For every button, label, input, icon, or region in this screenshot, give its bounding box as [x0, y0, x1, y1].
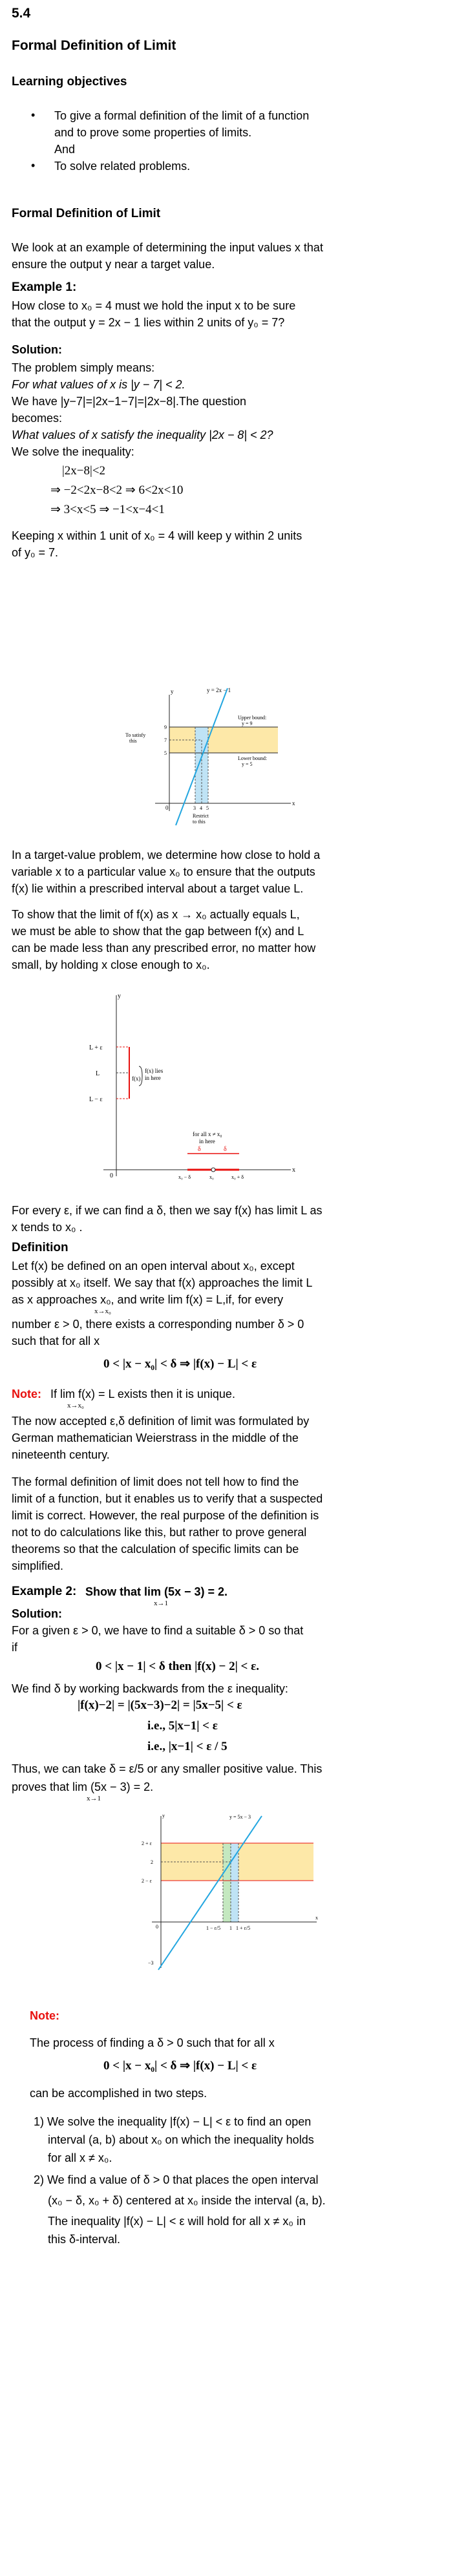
step-line: this δ-interval. — [48, 2233, 121, 2246]
y-axis-label: y — [171, 688, 174, 695]
objective-line: And — [54, 143, 76, 156]
delta-label: δ — [224, 1146, 227, 1153]
example2-condition: 0 < |x − 1| < δ then |f(x) − 2| < ε. — [96, 1660, 259, 1673]
objectives-heading: Learning objectives — [12, 75, 127, 89]
bullet: • — [31, 159, 36, 172]
upper-bound-label: Upper bound: — [238, 715, 267, 721]
formal-paragraph-line: theorems so that the calculation of specific limits can be — [12, 1543, 299, 1556]
show-that-line: To show that the limit of f(x) as x → x₀ actually equals L, — [12, 908, 300, 921]
note-label: Note: — [30, 2009, 59, 2022]
example1-question: How close to x₀ = 4 must we hold the input x to be sure — [12, 299, 296, 312]
function-line — [158, 1816, 262, 1970]
example2-line: if — [12, 1641, 17, 1654]
satisfy-label: To satisfy — [125, 732, 146, 738]
solution-line: becomes: — [12, 412, 63, 425]
y-tick-label: −3 — [148, 1960, 154, 1966]
satisfy-label: this — [129, 738, 137, 744]
definition-line: number ε > 0, there exists a corresponding number δ > 0 — [12, 1318, 304, 1331]
show-that-line: we must be able to show that the gap between f(x) and L — [12, 925, 304, 938]
formal-paragraph-line: simplified. — [12, 1559, 64, 1572]
solution-line: The problem simply means: — [12, 361, 155, 374]
eps-delta-line: German mathematician Weierstrass in the middle of the — [12, 1431, 299, 1444]
note-formula: 0 < |x − x₀| < δ ⇒ |f(x) − L| < ε — [103, 2059, 257, 2073]
thus-line: Thus, we can take δ = ε/5 or any smaller positive value. This — [12, 1762, 323, 1775]
x-tick-label: 1 − ε/5 — [206, 1925, 221, 1931]
work-line: i.e., |x−1| < ε / 5 — [147, 1740, 228, 1753]
intro-line: ensure the output y near a target value. — [12, 258, 215, 271]
graph-5x-minus-3 — [132, 1810, 320, 1971]
origin-label: 0 — [156, 1924, 158, 1930]
thus-line: proves that lim (5x − 3) = 2. — [12, 1780, 154, 1793]
example1-question: that the output y = 2x − 1 lies within 2 units of y₀ = 7? — [12, 316, 285, 329]
graph-epsilon-delta — [78, 989, 297, 1183]
l-label: L — [96, 1070, 100, 1077]
lim-subscript: x→x₀ — [67, 1402, 84, 1409]
every-eps-line: x tends to x₀ . — [12, 1221, 83, 1234]
fx-label: f(x) — [132, 1075, 141, 1082]
graph-linear-target — [116, 682, 310, 830]
y-tick-label: 9 — [164, 724, 167, 730]
work-line: |f(x)−2| = |(5x−3)−2| = |5x−5| < ε — [78, 1698, 242, 1712]
work-intro: We find δ by working backwards from the ε inequality: — [12, 1682, 288, 1695]
formal-paragraph-line: The formal definition of limit does not tell how to find the — [12, 1475, 299, 1488]
example2-heading: Example 2: — [12, 1585, 77, 1598]
x-axis-label: x — [292, 1167, 295, 1174]
lower-bound-label: Lower bound: — [238, 755, 268, 761]
fx-lies-label: f(x) lies — [145, 1068, 164, 1074]
for-all-label: in here — [199, 1138, 215, 1145]
upper-bound-label: y = 9 — [242, 721, 253, 726]
definition-line: possibly at x₀ itself. We say that f(x) approaches the limit L — [12, 1276, 313, 1289]
formal-paragraph-line: limit of a function, but it enables us to verify that a suspected — [12, 1492, 323, 1505]
note-label: Note: — [12, 1388, 41, 1400]
definition-formula: 0 < |x − x₀| < δ ⇒ |f(x) − L| < ε — [103, 1357, 257, 1371]
line-label: y = 5x − 3 — [229, 1814, 251, 1820]
math-line: ⇒ 3<x<5 ⇒ −1<x−4<1 — [50, 503, 165, 516]
example2-text: Show that lim (5x − 3) = 2. — [85, 1585, 228, 1598]
page-title: Formal Definition of Limit — [12, 38, 176, 53]
x-tick-label: 1 + ε/5 — [236, 1925, 251, 1931]
solution-line: What values of x satisfy the inequality |2x − 8| < 2? — [12, 428, 273, 441]
l-minus-eps-label: L − ε — [89, 1096, 103, 1103]
every-eps-line: For every ε, if we can find a δ, then we say f(x) has limit L as — [12, 1204, 323, 1217]
solution-line: For what values of x is |y − 7| < 2. — [12, 378, 185, 391]
definition-line: Let f(x) be defined on an open interval about x₀, except — [12, 1260, 295, 1272]
y-tick-label: 5 — [164, 750, 167, 756]
y-axis-label: y — [118, 993, 121, 1000]
note-text: If lim f(x) = L exists then it is unique. — [50, 1388, 235, 1400]
eps-delta-line: The now accepted ε,δ definition of limit was formulated by — [12, 1415, 310, 1428]
show-that-line: small, by holding x close enough to x₀. — [12, 958, 210, 971]
objective-line: To give a formal definition of the limit of a function — [54, 109, 310, 122]
restrict-label: Restrict — [193, 813, 209, 819]
line-label: y = 2x − 1 — [207, 687, 231, 693]
math-line: |2x−8|<2 — [62, 464, 106, 478]
conclusion-line: Keeping x within 1 unit of x₀ = 4 will keep y within 2 units — [12, 529, 302, 542]
y-axis-label: y — [162, 1813, 165, 1819]
step-line: The inequality |f(x) − L| < ε will hold for all x ≠ x₀ in — [48, 2215, 306, 2228]
y-tick-label: 2 − ε — [142, 1878, 152, 1884]
y-tick-label: 7 — [164, 737, 167, 743]
math-line: ⇒ −2<2x−8<2 ⇒ 6<2x<10 — [50, 483, 184, 497]
x-tick-label: 1 — [229, 1925, 232, 1931]
step-line: 2) We find a value of δ > 0 that places the open interval — [34, 2173, 319, 2186]
lim-subscript: x→1 — [154, 1599, 168, 1607]
restrict-label: to this — [193, 819, 206, 825]
definition-heading: Definition — [12, 1241, 69, 1254]
origin-label: 0 — [165, 805, 169, 811]
formal-paragraph-line: limit is correct. However, the real purpose of the definition is — [12, 1509, 319, 1522]
objective-line: and to prove some properties of limits. — [54, 126, 252, 139]
step-line: (x₀ − δ, x₀ + δ) centered at x₀ inside the interval (a, b). — [48, 2194, 326, 2207]
solution-line: We solve the inequality: — [12, 445, 134, 458]
eps-delta-line: nineteenth century. — [12, 1448, 110, 1461]
step-line: interval (a, b) about x₀ on which the inequality holds — [48, 2133, 314, 2146]
x-tick-label: 3 — [193, 805, 196, 811]
definition-line: such that for all x — [12, 1335, 100, 1347]
note-intro: The process of finding a δ > 0 such that for all x — [30, 2036, 275, 2049]
x-axis-label: x — [315, 1915, 318, 1921]
note-line: can be accomplished in two steps. — [30, 2087, 207, 2100]
conclusion-line: of y₀ = 7. — [12, 546, 59, 559]
x-axis-label: x — [292, 800, 295, 807]
x-tick-label: x₀ + δ — [231, 1174, 244, 1180]
solution-label: Solution: — [12, 1607, 62, 1620]
solution-line: We have |y−7|=|2x−1−7|=|2x−8|.The question — [12, 395, 246, 408]
lim-subscript: x→x₀ — [94, 1307, 111, 1315]
step-line: 1) We solve the inequality |f(x) − L| < ε to find an open — [34, 2115, 312, 2128]
lim-subscript: x→1 — [87, 1795, 101, 1802]
solution-label: Solution: — [12, 343, 62, 356]
step-line: for all x ≠ x₀. — [48, 2151, 112, 2164]
y-tick-label: 2 — [151, 1859, 153, 1865]
formal-paragraph-line: not to do calculations like this, but rather to prove general — [12, 1526, 307, 1539]
l-plus-eps-label: L + ε — [89, 1044, 103, 1051]
x-tick-label: 4 — [200, 805, 202, 811]
x-tick-label: x₀ − δ — [178, 1174, 191, 1180]
x-tick-label: x₀ — [209, 1174, 214, 1180]
target-value-line: f(x) lie within a prescribed interval about a target value L. — [12, 882, 304, 895]
for-all-label: for all x ≠ x₀ — [193, 1131, 222, 1137]
fx-lies-label: in here — [145, 1075, 161, 1081]
origin-label: 0 — [110, 1172, 113, 1179]
definition-line: as x approaches x₀, and write lim f(x) = L,if, for every — [12, 1293, 284, 1306]
show-that-line: can be made less than any prescribed error, no matter how — [12, 942, 316, 955]
y-tick-label: 2 + ε — [142, 1841, 152, 1846]
target-value-line: In a target-value problem, we determine how close to hold a — [12, 849, 321, 861]
bullet: • — [31, 109, 36, 121]
delta-label: δ — [198, 1146, 201, 1153]
section-heading: Formal Definition of Limit — [12, 207, 161, 220]
target-value-line: variable x to a particular value x₀ to ensure that the outputs — [12, 865, 315, 878]
x-tick-label: 5 — [206, 805, 209, 811]
objective-line: To solve related problems. — [54, 160, 191, 173]
lower-bound-label: y = 5 — [242, 761, 253, 767]
example2-line: For a given ε > 0, we have to find a suitable δ > 0 so that — [12, 1624, 304, 1637]
section-number: 5.4 — [12, 6, 31, 21]
work-line: i.e., 5|x−1| < ε — [147, 1719, 218, 1733]
intro-line: We look at an example of determining the input values x that — [12, 241, 323, 254]
example1-heading: Example 1: — [12, 280, 77, 294]
